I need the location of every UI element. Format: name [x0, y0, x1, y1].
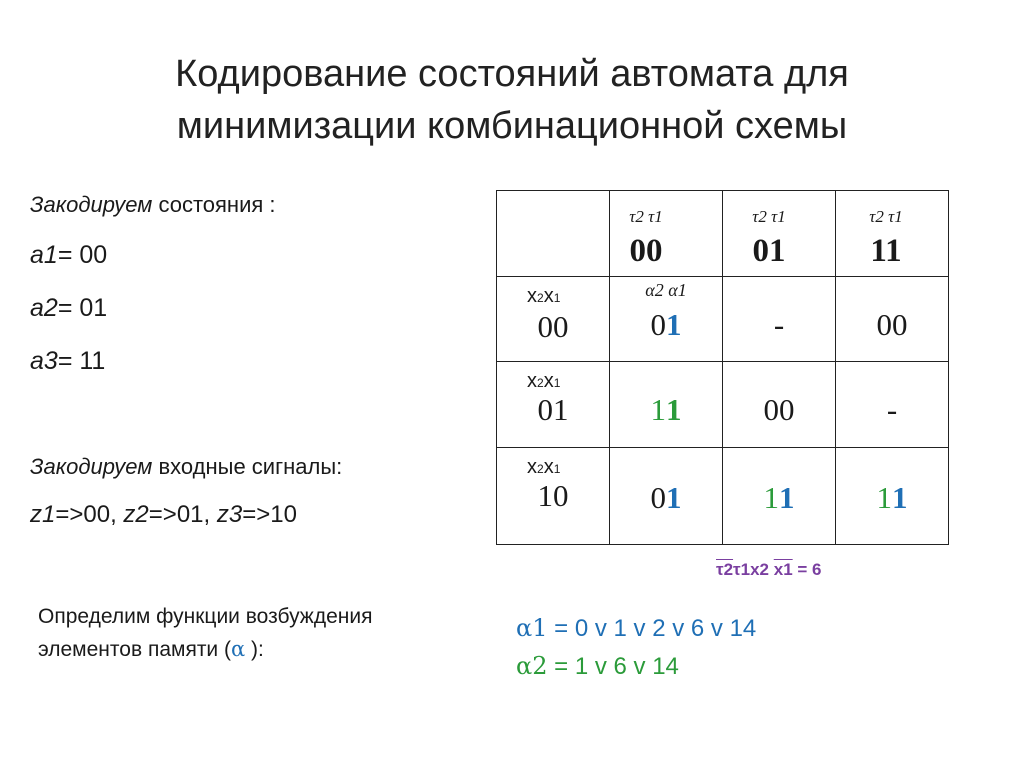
row-header-00: x2x1 00: [497, 276, 610, 362]
title-line-2: минимизации комбинационной схемы: [176, 105, 848, 147]
state-code-a1: a1= 00: [30, 241, 108, 269]
table-cell: 00: [723, 362, 836, 448]
table-row: [497, 362, 949, 448]
header-cell-11: τ2 τ1 11: [836, 191, 949, 277]
header-cell-01: τ2 τ1 01: [723, 191, 836, 277]
table-cell: 11: [723, 448, 836, 545]
table-cell: 11: [836, 448, 949, 545]
slide-title: [0, 48, 1024, 152]
table-cell: -: [723, 276, 836, 362]
table-cell: α2 α1 01: [610, 276, 723, 362]
table-row: [497, 276, 949, 362]
state-code-a2: a2= 01: [30, 294, 108, 322]
signals-codes: z1=>00, z2=>01, z3=>10: [30, 501, 297, 528]
table-cell: 11: [610, 362, 723, 448]
table-cell: 01: [610, 448, 723, 545]
states-heading-italic: Закодируем: [30, 192, 153, 217]
signals-heading-rest: входные сигналы:: [158, 454, 343, 479]
table-header-row: [497, 191, 949, 277]
states-heading: [30, 190, 276, 220]
table-row: [497, 448, 949, 545]
state-code-a3: a3= 11: [30, 347, 106, 375]
alpha-label: α2 α1: [645, 279, 687, 300]
table-cell: -: [836, 362, 949, 448]
row-header-10: x2x1 10: [497, 448, 610, 545]
title-line-1: Кодирование состояний автомата для: [175, 53, 849, 95]
minterm-annotation: τ2τ1x2 x1 = 6: [716, 560, 822, 579]
excitation-note: Определим функции возбуждения элементов памяти (α ):: [38, 605, 373, 661]
signals-heading-italic: Закодируем: [30, 454, 153, 479]
table-cell: 00: [836, 276, 949, 362]
equation-alpha1: α1 = 0 v 1 v 2 v 6 v 14: [516, 614, 757, 642]
karnaugh-table: [496, 190, 949, 545]
states-heading-rest: состояния :: [158, 192, 276, 217]
header-cell-00: τ2 τ1 00: [610, 191, 723, 277]
equation-alpha2: α2 = 1 v 6 v 14: [516, 652, 679, 680]
signals-heading: [30, 452, 342, 482]
row-header-01: x2x1 01: [497, 362, 610, 448]
